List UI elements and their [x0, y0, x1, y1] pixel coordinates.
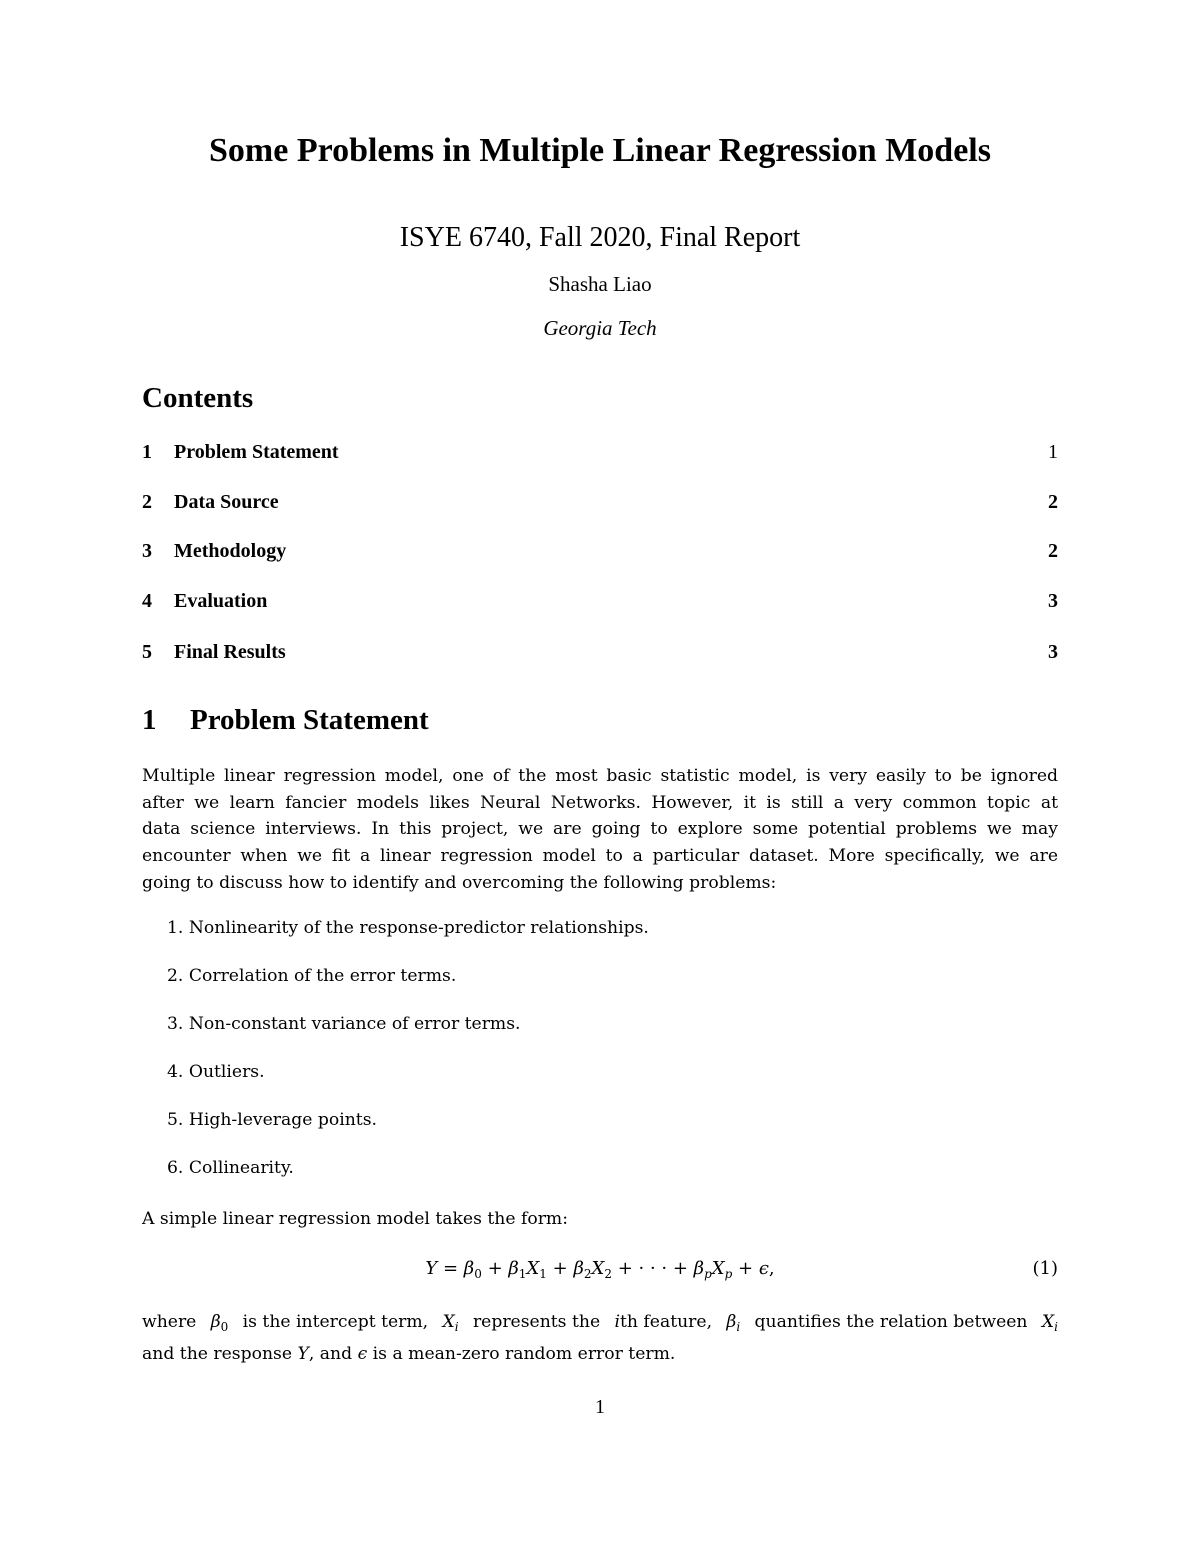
- toc-entry-label: Final Results: [174, 641, 286, 663]
- text-fragment: is the intercept term,: [242, 1312, 429, 1332]
- paragraph-line: going to discuss how to identify and overcoming the following problems:: [142, 872, 777, 893]
- text-fragment: represents the: [472, 1312, 601, 1332]
- page-number: 1: [595, 1396, 605, 1418]
- paper-subtitle: ISYE 6740, Fall 2020, Final Report: [399, 222, 801, 253]
- paragraph-line: data science interviews. In this project, we are going to explore some potential problems we may: [142, 819, 1058, 840]
- equation-intro: A simple linear regression model takes the form:: [142, 1209, 569, 1229]
- text-fragment: and the response: [142, 1343, 293, 1364]
- author-name: Shasha Liao: [548, 272, 652, 296]
- section-title: Problem Statement: [190, 704, 429, 736]
- list-item: 1. Nonlinearity of the response-predictor relationships.: [167, 918, 649, 938]
- toc-entry-page: 2: [1048, 491, 1058, 513]
- toc-entry-label: Data Source: [174, 491, 279, 513]
- toc-entry-number: 4: [142, 590, 152, 612]
- toc-entry-page: 1: [1048, 441, 1058, 463]
- section-number: 1: [142, 704, 157, 736]
- paragraph-line: Multiple linear regression model, one of the most basic statistic model, is very easily to be ignored: [142, 766, 1058, 786]
- equation-body: $Y = \beta_0 + \beta_1X_1 + \beta_2X_2$ + · · · + $\beta_pX_p + \epsilon$,: [425, 1258, 775, 1281]
- equation-number: (1): [1032, 1258, 1058, 1279]
- text-fragment: , and: [308, 1343, 353, 1364]
- list-item: 2. Correlation of the error terms.: [167, 966, 457, 986]
- toc-entry[interactable]: [142, 641, 1058, 669]
- text-fragment: is a mean-zero random error term.: [372, 1343, 676, 1364]
- toc-entry[interactable]: [142, 590, 1058, 618]
- text-fragment: th feature,: [619, 1312, 713, 1332]
- toc-entry[interactable]: [142, 491, 1058, 519]
- list-item: 4. Outliers.: [167, 1062, 265, 1082]
- toc-entry-number: 5: [142, 641, 152, 663]
- section-heading: [142, 704, 429, 737]
- author-affiliation: Georgia Tech: [543, 316, 657, 340]
- list-item: 3. Non-constant variance of error terms.: [167, 1014, 521, 1034]
- list-item: 6. Collinearity.: [167, 1158, 294, 1178]
- toc-entry-label: Methodology: [174, 540, 287, 562]
- toc-entry-page: 3: [1048, 590, 1058, 612]
- text-fragment: where: [142, 1312, 197, 1332]
- toc-entry-number: 2: [142, 491, 152, 513]
- paragraph-line: after we learn fancier models likes Neural Networks. However, it is still a very common topic at: [142, 792, 1058, 813]
- paragraph-line: encounter when we fit a linear regression model to a particular dataset. More specifically, we are: [142, 846, 1058, 867]
- toc-entry[interactable]: [142, 441, 1058, 469]
- list-item: 5. High-leverage points.: [167, 1110, 377, 1130]
- text-fragment: quantifies the relation between: [754, 1312, 1028, 1332]
- toc-entry-page: 3: [1048, 641, 1058, 663]
- toc-entry-label: Problem Statement: [174, 441, 339, 463]
- paper-title: Some Problems in Multiple Linear Regression Models: [209, 132, 991, 169]
- toc-entry-page: 2: [1048, 540, 1058, 562]
- contents-heading: Contents: [142, 382, 254, 414]
- paragraph-intro: [142, 763, 1058, 897]
- toc-entry-number: 1: [142, 441, 152, 463]
- equation-1: [142, 1258, 1058, 1288]
- toc-entry-number: 3: [142, 540, 152, 562]
- toc-entry-label: Evaluation: [174, 590, 268, 612]
- paragraph-after-equation: where $\beta_0$ is the intercept term, $X_i$ represents the ith feature, $\beta_i$ quantifies the relation between $X_i$ and the response Y, and ϵ is a mean-zero random error term.: [142, 1309, 1058, 1367]
- toc-entry[interactable]: [142, 540, 1058, 568]
